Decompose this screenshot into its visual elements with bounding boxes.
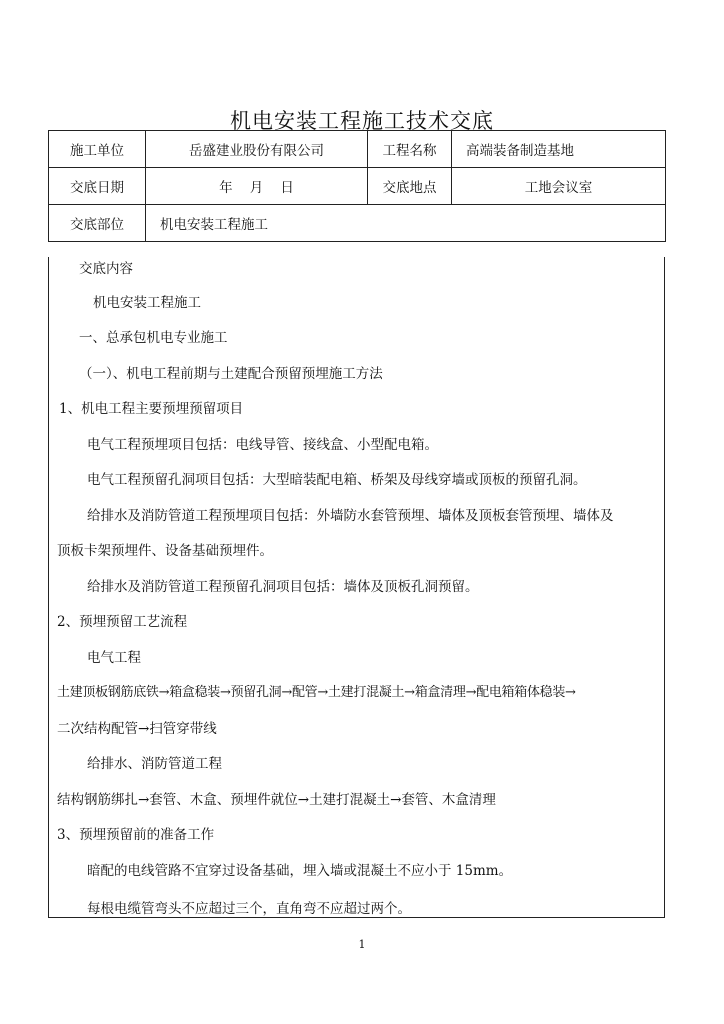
content-line: 电气工程预留孔洞项目包括：大型暗装配电箱、桥架及母线穿墙或顶板的预留孔洞。 bbox=[87, 472, 587, 488]
content-line: 结构钢筋绑扎→套管、木盒、预埋件就位→土建打混凝土→套管、木盒清理 bbox=[57, 792, 496, 808]
page-number: 1 bbox=[358, 938, 366, 951]
content-line: 电气工程预埋项目包括：电线导管、接线盒、小型配电箱。 bbox=[87, 437, 438, 453]
content-line: 给排水及消防管道工程预埋项目包括：外墙防水套管预埋、墙体及顶板套管预埋、墙体及 bbox=[87, 508, 614, 524]
content-heading: 交底内容 bbox=[79, 261, 133, 277]
content-line: 1、机电工程主要预埋预留项目 bbox=[59, 401, 244, 417]
document-title: 机电安装工程施工技术交底 bbox=[230, 109, 494, 133]
part-value: 机电安装工程施工 bbox=[146, 205, 666, 242]
info-table bbox=[48, 130, 666, 242]
date-label: 交底日期 bbox=[49, 168, 146, 205]
unit-value: 岳盛建业股份有限公司 bbox=[146, 131, 368, 168]
content-line: 机电安装工程施工 bbox=[93, 295, 201, 311]
content-line: 每根电缆管弯头不应超过三个，直角弯不应超过两个。 bbox=[87, 901, 411, 917]
date-value: 年 月 日 bbox=[146, 168, 368, 205]
info-row-unit bbox=[49, 131, 666, 168]
content-line: 二次结构配管→扫管穿带线 bbox=[57, 721, 217, 737]
project-label: 工程名称 bbox=[368, 131, 452, 168]
content-line: 暗配的电线管路不宜穿过设备基础，埋入墙或混凝土不应小于 15mm。 bbox=[87, 863, 513, 879]
content-line: 2、预埋预留工艺流程 bbox=[57, 614, 188, 630]
content-line: 土建顶板钢筋底铁→箱盒稳装→预留孔洞→配管→土建打混凝土→箱盒清理→配电箱箱体稳装→ bbox=[57, 685, 576, 700]
unit-label: 施工单位 bbox=[49, 131, 146, 168]
content-section bbox=[48, 257, 665, 918]
info-row-date bbox=[49, 168, 666, 205]
content-line: 给排水、消防管道工程 bbox=[87, 756, 222, 772]
content-line: 顶板卡架预埋件、设备基础预埋件。 bbox=[57, 543, 273, 559]
part-label: 交底部位 bbox=[49, 205, 146, 242]
content-line: 电气工程 bbox=[87, 650, 141, 666]
content-line: 一、总承包机电专业施工 bbox=[79, 330, 228, 346]
content-line: （一）、机电工程前期与土建配合预留预埋施工方法 bbox=[79, 366, 383, 382]
place-label: 交底地点 bbox=[368, 168, 452, 205]
content-line: 3、预埋预留前的准备工作 bbox=[57, 827, 215, 843]
place-value: 工地会议室 bbox=[452, 168, 666, 205]
info-row-part bbox=[49, 205, 666, 242]
project-value: 高端装备制造基地 bbox=[452, 131, 666, 168]
content-line: 给排水及消防管道工程预留孔洞项目包括：墙体及顶板孔洞预留。 bbox=[87, 579, 479, 595]
